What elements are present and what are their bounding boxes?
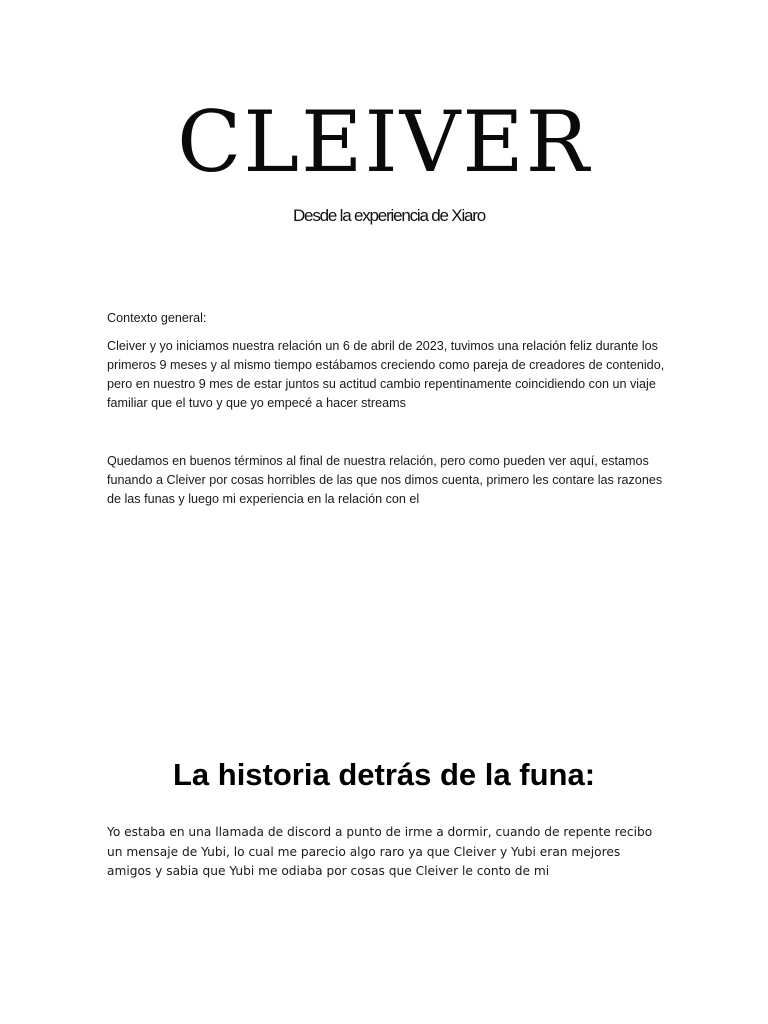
story-paragraph: Yo estaba en una llamada de discord a punto de irme a dormir, cuando de repente recibo un mensaje de Yubi, lo cual me parecio algo raro ya que Cleiver y Yubi eran mejores amigos y sabia que Yubi me odiaba por cosas que Cleiver le conto de mi <box>107 825 653 878</box>
context-label: Contexto general: <box>107 311 207 325</box>
context-paragraph: Cleiver y yo iniciamos nuestra relación un 6 de abril de 2023, tuvimos una relación feliz durante los primeros 9 meses y al mismo tiempo estábamos creciendo como pareja de creadores de contenido, pero en nuestro 9 mes de estar juntos su actitud cambio repentinamente coincidiendo con un viaje familiar que el tuvo y que yo empecé a hacer streams <box>107 339 665 410</box>
terms-paragraph: Quedamos en buenos términos al final de nuestra relación, pero como pueden ver aquí, estamos funando a Cleiver por cosas horribles de las que nos dimos cuenta, primero les contare las razones de las funas y luego mi experiencia en la relación con el <box>107 454 663 506</box>
document-subtitle: Desde la experiencia de Xiaro <box>292 206 485 225</box>
section-heading: La historia detrás de la funa: <box>172 757 596 792</box>
document-title: CLEIVER <box>177 93 591 191</box>
